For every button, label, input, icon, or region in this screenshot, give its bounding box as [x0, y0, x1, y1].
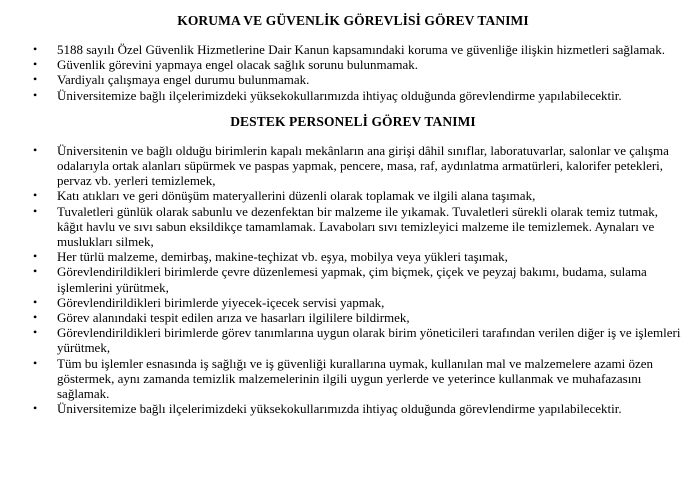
bullet-icon: • [33, 188, 38, 203]
bullet-icon: • [33, 310, 38, 325]
bullet-icon: • [33, 87, 38, 102]
list-item-text: Görevlendirildikleri birimlerde görev tanımlarına uygun olarak birim yöneticileri tarafından verilen diğer iş ve işlemleri yürütmek, [57, 325, 681, 356]
list-item-text: Üniversitemize bağlı ilçelerimizdeki yüksekokullarımızda ihtiyaç olduğunda görevlendirme yapılabilecektir. [57, 87, 622, 103]
bullet-icon: • [33, 72, 38, 87]
list-item-text: Üniversitenin ve bağlı olduğu birimlerin kapalı mekânların ana girişi dâhil sınıflar, laboratuvarlar, salonlar ve çalışma odalarıyla ortak alanları süpürmek ve paspas yapmak, pencere, masa, raf, aydınlatma armatürleri, kalorifer petekleri, pervaz vb. yerleri temizlemek, [57, 142, 669, 189]
bullet-icon: • [33, 142, 38, 157]
bullet-icon: • [33, 325, 38, 340]
section-title-security: KORUMA VE GÜVENLİK GÖREVLİSİ GÖREV TANIMI [177, 13, 529, 28]
list-item [24, 295, 682, 310]
list-item-text: Üniversitemize bağlı ilçelerimizdeki yüksekokullarımızda ihtiyaç olduğunda görevlendirme yapılabilecektir. [57, 401, 622, 417]
list-item [24, 310, 682, 325]
list-item [24, 88, 682, 103]
list-item-text: 5188 sayılı Özel Güvenlik Hizmetlerine Dair Kanun kapsamındaki koruma ve güvenliğe ilişkin hizmetleri sağlamak. [57, 42, 665, 57]
list-item [24, 57, 682, 72]
list-item [24, 72, 682, 87]
list-item [24, 42, 682, 57]
list-item-text: Tüm bu işlemler esnasında iş sağlığı ve iş güvenliği kurallarına uymak, kullanılan mal ve malzemelere azami özen göstermek, aynı zamanda temizlik malzemelerinin ilgili uygun yerlerde ve yeterince kullanmak ve muhafazasını sağlamak. [57, 355, 654, 402]
bullet-icon: • [33, 57, 38, 72]
list-item [24, 143, 682, 189]
bullet-icon: • [33, 264, 38, 279]
support-staff-duties-list [24, 143, 682, 417]
list-item [24, 325, 682, 355]
list-item-text: Görev alanındaki tespit edilen arıza ve hasarları ilgililere bildirmek, [57, 310, 410, 326]
list-item-text: Görevlendirildikleri birimlerde çevre düzenlemesi yapmak, çim biçmek, çiçek ve peyzaj bakımı, budama, sulama işlemlerini yürütmek, [57, 264, 647, 295]
list-item [24, 264, 682, 294]
list-item [24, 356, 682, 402]
list-item [24, 204, 682, 250]
list-item-text: Görevlendirildikleri birimlerde yiyecek-içecek servisi yapmak, [57, 294, 385, 310]
bullet-icon: • [33, 42, 38, 56]
bullet-icon: • [33, 249, 38, 264]
bullet-icon: • [33, 294, 38, 309]
bullet-icon: • [33, 203, 38, 218]
list-item [24, 249, 682, 264]
list-item-text: Katı atıkları ve geri dönüşüm materyallerini düzenli olarak toplamak ve ilgili alana taşımak, [57, 188, 536, 204]
list-item [24, 188, 682, 203]
section-title-support-staff: DESTEK PERSONELİ GÖREV TANIMI [230, 113, 476, 129]
bullet-icon: • [33, 401, 38, 416]
list-item [24, 401, 682, 416]
bullet-icon: • [33, 355, 38, 370]
list-item-text: Tuvaletleri günlük olarak sabunlu ve dezenfektan bir malzeme ile yıkamak. Tuvaletleri sürekli olarak temiz tutmak, kâğıt havlu ve sıvı sabun eksildikçe tamamlamak. Lavaboları sıvı temizleyici malzeme ile temizlemek. Aynaları ve muslukları silmek, [57, 203, 658, 250]
security-duties-list [24, 42, 682, 103]
list-item-text: Güvenlik görevini yapmaya engel olacak sağlık sorunu bulunmamak. [57, 57, 419, 73]
list-item-text: Her türlü malzeme, demirbaş, makine-teçhizat vb. eşya, mobilya veya yükleri taşımak, [57, 249, 508, 265]
list-item-text: Vardiyalı çalışmaya engel durumu bulunmamak. [57, 72, 310, 88]
